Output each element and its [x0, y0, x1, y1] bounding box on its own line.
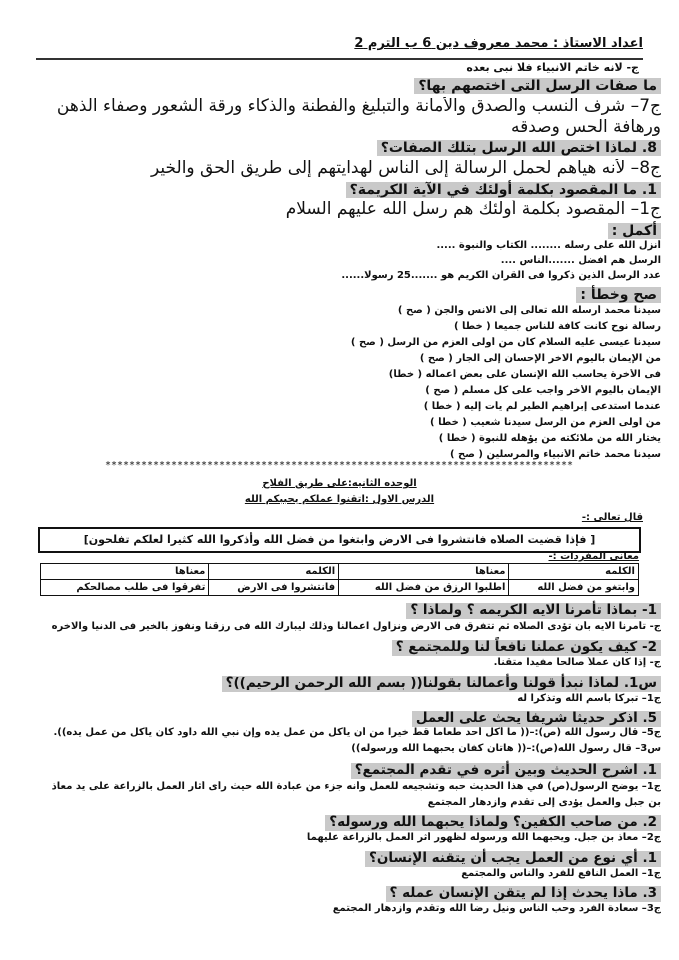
truefalse-item: فى الأخرة يحاسب الله الإنسان على بعض أعماله ( خطأ): [388, 369, 661, 380]
complete-item: الرسل هم أفضل .......الناس ....: [500, 255, 661, 266]
header-box: [36, 32, 643, 60]
section-heading: [18, 285, 661, 303]
answer-line: ج3– سعادة الفرد وحب الناس ونيل رضا الله وتقدم وازدهار المجتمع: [332, 903, 661, 914]
table-header-cell: معناها: [41, 564, 209, 580]
answer-line: ج1– المقصود بكلمة أولئك هم رسل الله عليهم السلام: [285, 200, 661, 219]
separator-stars: ******************************************************************************: [105, 460, 574, 471]
table-header-cell: الكلمه: [209, 564, 339, 580]
question-line: [18, 760, 661, 779]
question-text: 1. اشرح الحديث وبين أثره في تقدم المجتمع؟: [351, 763, 661, 779]
question-text: 2. من صاحب الكفين؟ ولماذا يحبهما الله ورسوله؟: [325, 815, 661, 831]
truefalse-item: سيدنا محمد أرسله الله تعالى إلى الانس والجن ( صح ): [397, 305, 661, 316]
question-text: 1- بماذا تأمرنا الايه الكريمه ؟ ولماذا ؟: [406, 603, 661, 619]
question-text: 5. اذكر حديثا شريفا يحث على العمل: [412, 711, 661, 727]
table-header-cell: معناها: [339, 564, 509, 580]
truefalse-item: يختار الله من ملائكته من يؤهله للنبوة ( خطأ ): [438, 433, 661, 444]
truefalse-heading: صح وخطأ :: [576, 287, 661, 303]
answer-line: ج2– معاذ بن جبل. ويحبهما الله ورسوله لظهور أثر العمل بالزراعة عليهما: [306, 832, 661, 843]
answer-line: ج- تأمرنا الايه بأن تؤدى الصلاه ثم تتفرق فى الارض ونزاول اعمالنا وذلك ليبارك الله فى رزقنا ونفوز بالخير فى الدنيا والاخره: [51, 621, 661, 632]
answer-line: ج- إذا كان عملاً صالحاً مفيداً متقناً.: [493, 657, 661, 668]
unit-title: الوحده الثانيه:على طريق الفلاح: [262, 478, 417, 489]
answer-line: ج8– لأنه هيأهم لحمل الرسالة إلى الناس لهدايتهم إلى طريق الحق والخير: [151, 159, 661, 178]
answer-line: ورهافة الحس وصدقه: [511, 118, 661, 137]
question-text: ما صفات الرسل التى اختصهم بها؟: [414, 78, 661, 94]
table-cell: فانتشروا فى الارض: [209, 580, 339, 596]
question-line: [18, 812, 661, 831]
question-text: س1. لماذا نبدأ قولنا وأعمالنا بقولنا(( بسم الله الرحمن الرحيم))؟: [222, 676, 661, 692]
question-text: 1. أي نوع من العمل يجب أن يتقنه الإنسان؟: [365, 851, 661, 867]
answer-line: س3– قال رسول الله(ص):–(( هاتان كفان يحبهما الله ورسوله)): [351, 743, 661, 754]
question-text: 1. ما المقصود بكلمة أولئك في الآية الكريمة؟: [346, 182, 661, 198]
question-line: [18, 673, 661, 692]
truefalse-item: سيدنا عيسى عليه السلام كان من أولى العزم من الرسل ( صح ): [350, 337, 661, 348]
quran-verse-box: [ فإذا قضيت الصلاه فانتشروا فى الارض وابتغوا من فضل الله وأذكروا الله كثيرا لعلكم تفلحون]: [38, 527, 641, 553]
question-text: 2- كيف يكون عملنا نافعاً لنا وللمجتمع ؟: [392, 640, 661, 656]
truefalse-item: من أولى العزم من الرسل سيدنا شعيب ( خطأ ): [430, 417, 661, 428]
question-line: [18, 883, 661, 902]
table-cell: تفرقوا فى طلب مصالحكم: [41, 580, 209, 596]
truefalse-item: الإيمان باليوم الأخر واجب على كل مسلم ( صح ): [425, 385, 661, 396]
verse-intro: قال تعالى :-: [581, 512, 643, 523]
vocab-heading: معانى المفردات :-: [548, 551, 639, 562]
question-line: [18, 848, 661, 867]
answer-line: ج1– العمل النافع للفرد والناس والمجتمع: [461, 868, 661, 879]
answer-line: ج1– يوضح الرسول(ص) في هذا الحديث حبه وتشجيعه للعمل وأنه جزء من عبادة الله حيث رأى أثار العمل بالزراعة على يد معاذ: [51, 781, 661, 792]
section-heading: [18, 221, 661, 239]
answer-line: ج1– تبركا باسم الله وتذكرا له: [517, 693, 661, 704]
question-text: 3. ماذا يحدث إذا لم يتقن الإنسان عمله ؟: [386, 886, 661, 902]
table-header-cell: الكلمه: [509, 564, 639, 580]
question-line: [18, 708, 661, 727]
complete-item: عدد الرسل الذين ذكروا فى القرآن الكريم هو .......25 رسولا......: [341, 270, 661, 281]
question-line: [18, 76, 661, 94]
table-cell: وابتغو من فضل الله: [509, 580, 639, 596]
answer-line: ج5– قال رسول الله (ص):–(( ما أكل أحد طعاما قط خيرا من أن يأكل من عمل يده وإن نبي الله داود كان يأكل من عمل يده)).: [53, 727, 661, 738]
lesson-title: الدرس الاول :اتقنوا عملكم يحببكم الله: [244, 494, 435, 505]
question-line: [18, 600, 661, 619]
truefalse-item: من الإيمان باليوم الاخر الإحسان إلى الجار ( صح ): [419, 353, 661, 364]
complete-heading: أكمل :: [608, 223, 661, 239]
table-cell: اطلبوا الرزق من فضل الله: [339, 580, 509, 596]
table-row: [41, 580, 639, 596]
question-line: [18, 138, 661, 156]
answer-line: بن جبل والعمل يؤدى إلى تقدم وازدهار المجتمع: [427, 797, 661, 808]
answer-line: ج7– شرف النسب والصدق والأمانة والتبليغ والفطنة والذكاء ورقة الشعور وصفاء الذهن: [56, 97, 661, 116]
complete-item: أنزل الله على رسله ........ الكتاب والنبوة .....: [436, 240, 661, 251]
truefalse-item: عندما استدعى إبراهيم الطير لم يأت إليه ( خطأ ): [423, 401, 661, 412]
vocab-table: [40, 563, 639, 596]
question-line: [18, 637, 661, 656]
header-title: اعداد الاستاذ : محمد معروف دين 6 ب الترم 2: [354, 36, 643, 51]
question-line: [18, 180, 661, 198]
truefalse-item: سيدنا محمد خاتم الأنبياء والمرسلين ( صح ): [449, 449, 661, 460]
truefalse-item: رسالة نوح كانت كافة للناس جميعا ( خطأ ): [453, 321, 661, 332]
question-text: 8. لماذا اختص الله الرسل بتلك الصفات؟: [377, 140, 661, 156]
table-header-row: [41, 564, 639, 580]
answer-line: ج- لانه خاتم الانبياء فلا نبى بعده: [466, 62, 639, 74]
